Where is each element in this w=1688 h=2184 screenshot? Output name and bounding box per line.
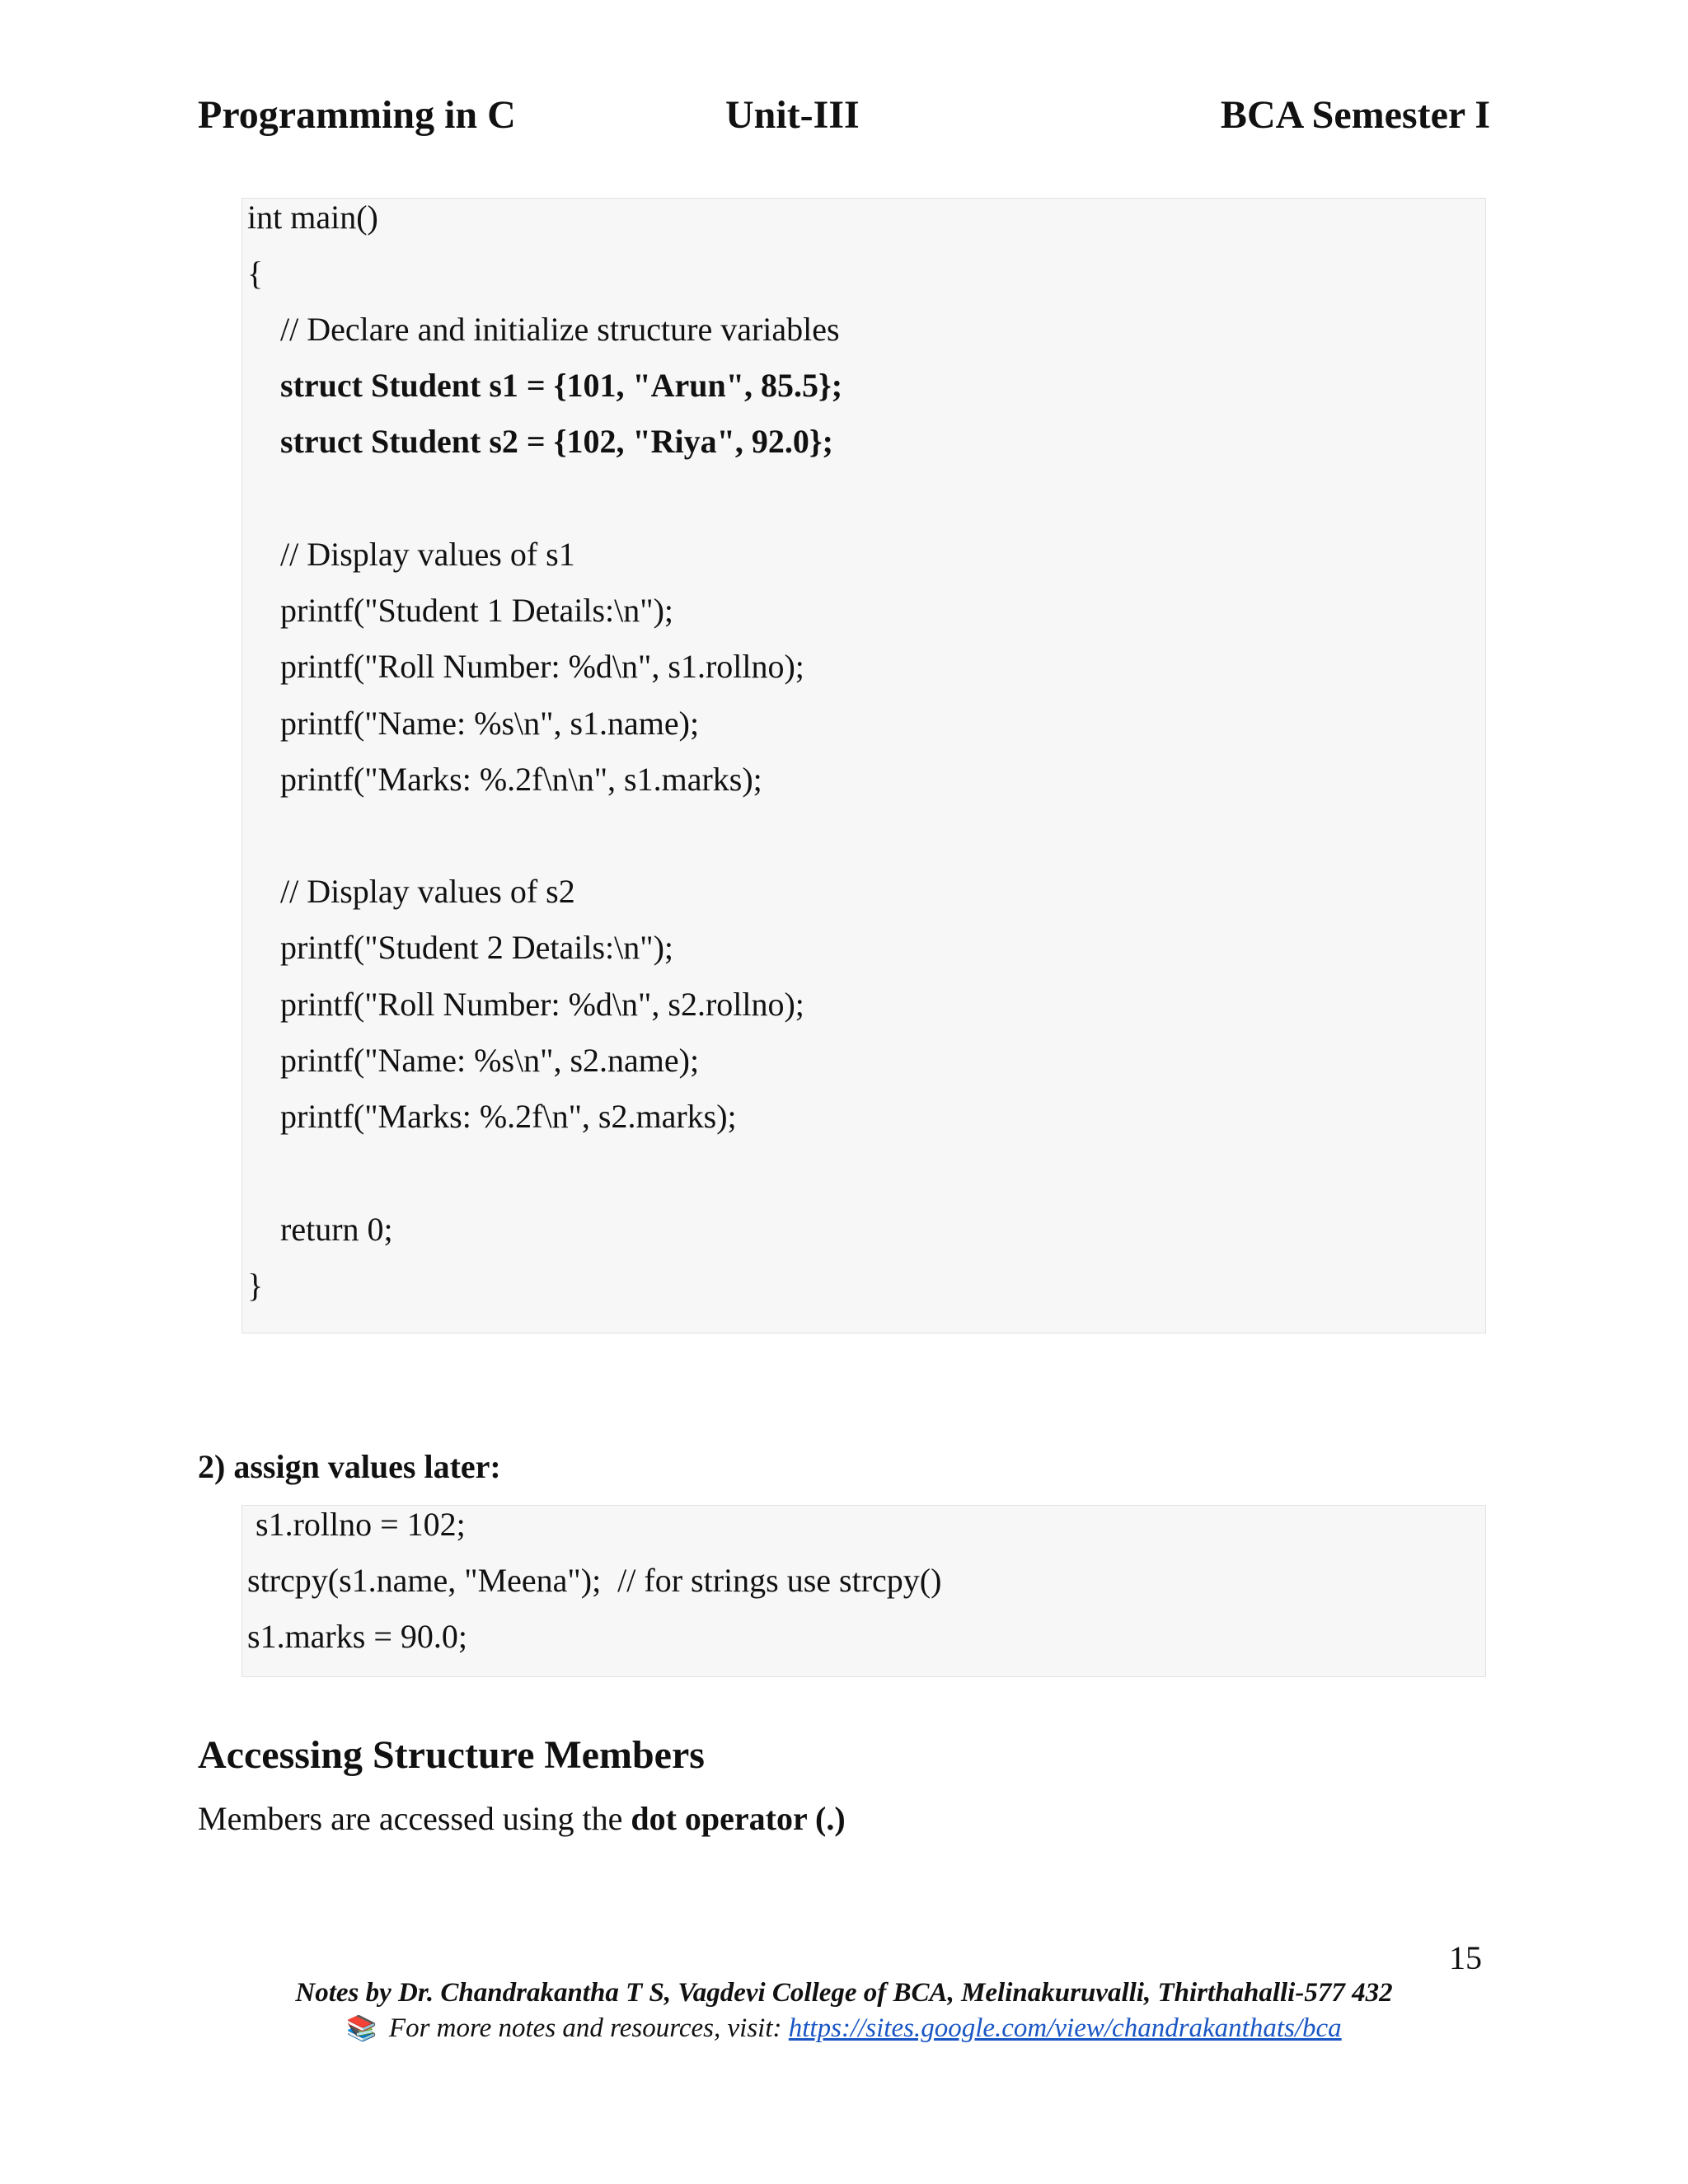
books-icon: 📚 [346, 2015, 377, 2042]
section-title: Accessing Structure Members [198, 1733, 705, 1777]
header-unit: Unit-III [725, 93, 860, 137]
code-line: printf("Roll Number: %d\n", s1.rollno); [280, 648, 804, 685]
code-line: printf("Marks: %.2f\n\n", s1.marks); [280, 761, 762, 798]
code-line: printf("Student 2 Details:\n"); [280, 929, 674, 966]
footer-resources [0, 2013, 1688, 2044]
body-text-prefix: Members are accessed using the [198, 1800, 631, 1837]
body-paragraph [198, 1799, 846, 1838]
code-line: s1.rollno = 102; [247, 1506, 466, 1543]
code-block-main [241, 198, 1486, 1333]
code-line-comment: // Display values of s2 [280, 873, 575, 910]
header-course-title: Programming in C [198, 93, 516, 137]
code-line: { [247, 255, 264, 292]
code-line: return 0; [280, 1211, 393, 1248]
code-block-assign-later [241, 1505, 1486, 1677]
footer-link[interactable]: https://sites.google.com/view/chandrakanthats/bca [788, 2013, 1342, 2043]
footer-resources-text: For more notes and resources, visit: [382, 2013, 789, 2043]
code-line: } [247, 1267, 264, 1304]
code-line: struct Student s1 = {101, "Arun", 85.5}; [280, 367, 843, 404]
code-line: printf("Name: %s\n", s1.name); [280, 705, 700, 742]
page-number: 15 [1449, 1939, 1482, 1976]
code-line: s1.marks = 90.0; [247, 1618, 467, 1655]
code-line: printf("Roll Number: %d\n", s2.rollno); [280, 986, 804, 1023]
code-line-comment: // Declare and initialize structure variables [280, 311, 840, 348]
code-line: strcpy(s1.name, "Meena"); // for strings use strcpy() [247, 1562, 942, 1599]
page-header [198, 92, 1490, 150]
body-text-bold: dot operator (.) [631, 1800, 846, 1837]
subheading-assign-later: 2) assign values later: [198, 1448, 501, 1485]
code-line: printf("Name: %s\n", s2.name); [280, 1042, 700, 1079]
code-line: printf("Marks: %.2f\n", s2.marks); [280, 1098, 737, 1135]
code-line-comment: // Display values of s1 [280, 536, 575, 573]
code-line: struct Student s2 = {102, "Riya", 92.0}; [280, 423, 833, 460]
code-line: int main() [247, 199, 378, 236]
header-semester: BCA Semester I [1220, 93, 1490, 137]
code-line: printf("Student 1 Details:\n"); [280, 592, 674, 629]
footer-credits: Notes by Dr. Chandrakantha T S, Vagdevi College of BCA, Melinakuruvalli, Thirthahalli-577 432 [295, 1978, 1393, 2008]
